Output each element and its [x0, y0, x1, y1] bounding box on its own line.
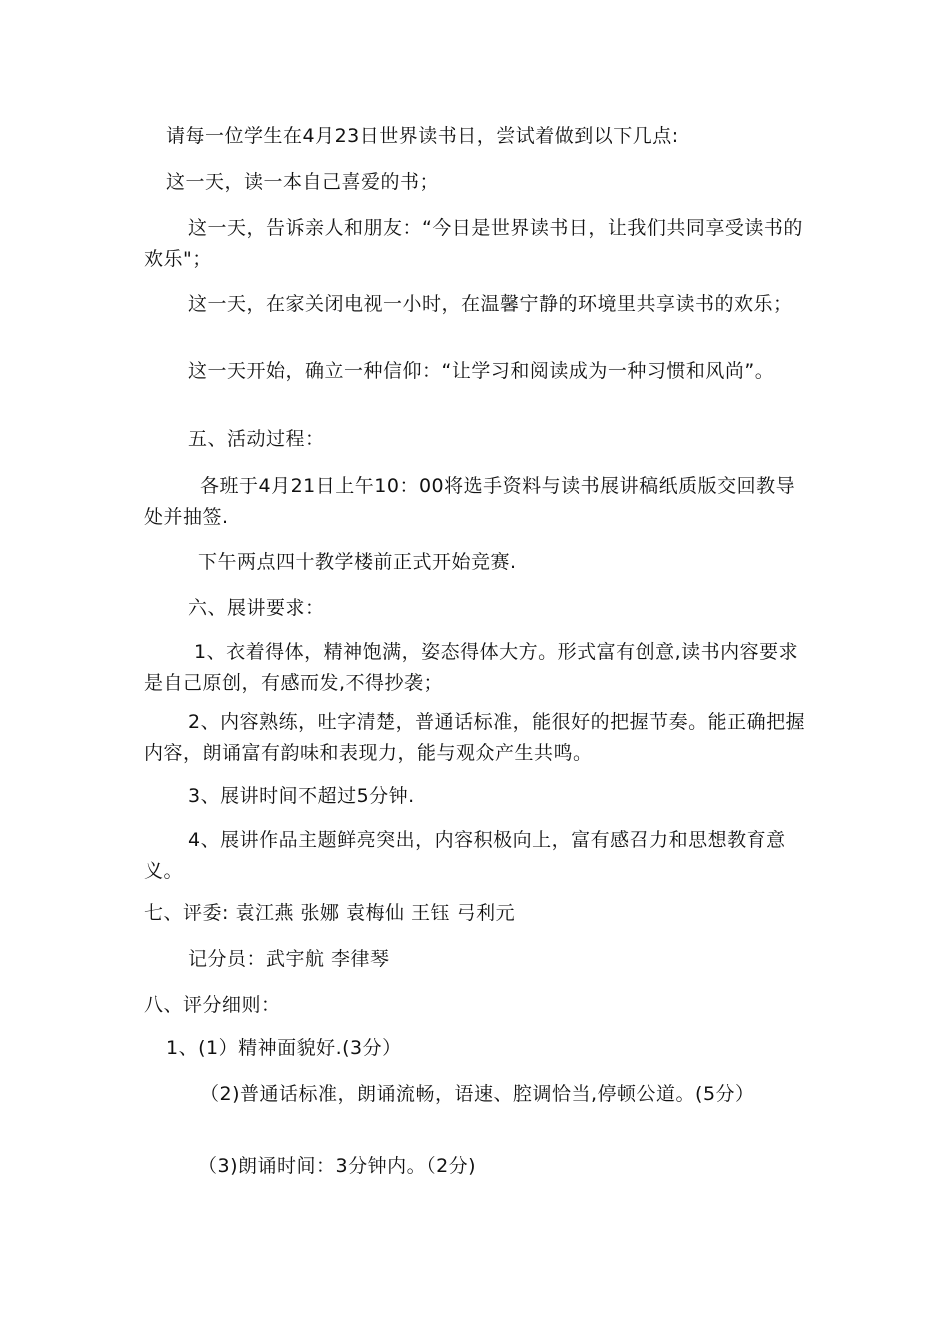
section-heading-requirements: 六、展讲要求：: [188, 597, 325, 619]
paragraph-belief: 这一天开始，确立一种信仰：“让学习和阅读成为一种习惯和风尚”。: [188, 360, 775, 382]
requirement-item-4: 4、展讲作品主题鲜亮突出，内容积极向上，富有感召力和思想教育意义。: [144, 829, 786, 882]
section-heading-scoring: 八、评分细则：: [144, 994, 281, 1016]
paragraph-turn-off-tv: 这一天，在家关闭电视一小时，在温馨宁静的环境里共享读书的欢乐；: [188, 293, 793, 315]
section-heading-process: 五、活动过程：: [188, 428, 325, 450]
requirement-item-2: 2、内容熟练，吐字清楚，普通话标准，能很好的把握节奏。能正确把握内容，朗诵富有韵味和表现力，能与观众产生共鸣。: [144, 711, 806, 764]
scoring-item-2: （2)普通话标准，朗诵流畅，语速、腔调恰当,停顿公道。(5分）: [200, 1083, 755, 1105]
paragraph-read-book: 这一天，读一本自己喜爱的书；: [166, 171, 440, 193]
requirement-item-3: 3、展讲时间不超过5分钟.: [188, 785, 415, 807]
scoring-item-3: （3)朗诵时间：3分钟内。（2分): [198, 1155, 477, 1177]
paragraph-scorers: 记分员：武宇航 李律琴: [188, 948, 390, 970]
paragraph-submission: 各班于4月21日上午10：00将选手资料与读书展讲稿纸质版交回教导处并抽签.: [144, 475, 796, 528]
scoring-item-1: 1、(1）精神面貌好.(3分）: [166, 1037, 402, 1059]
paragraph-start-time: 下午两点四十教学楼前正式开始竞赛.: [198, 551, 517, 573]
paragraph-tell-friends: 这一天，告诉亲人和朋友：“今日是世界读书日，让我们共同享受读书的欢乐"；: [144, 217, 803, 270]
requirement-item-1: 1、衣着得体，精神饱满，姿态得体大方。形式富有创意,读书内容要求是自己原创，有感而发,不得抄袭；: [144, 641, 799, 694]
paragraph-intro: 请每一位学生在4月23日世界读书日，尝试着做到以下几点:: [166, 125, 679, 147]
section-heading-judges: 七、评委: 袁江燕 张娜 袁梅仙 王钰 弓利元: [144, 902, 516, 924]
